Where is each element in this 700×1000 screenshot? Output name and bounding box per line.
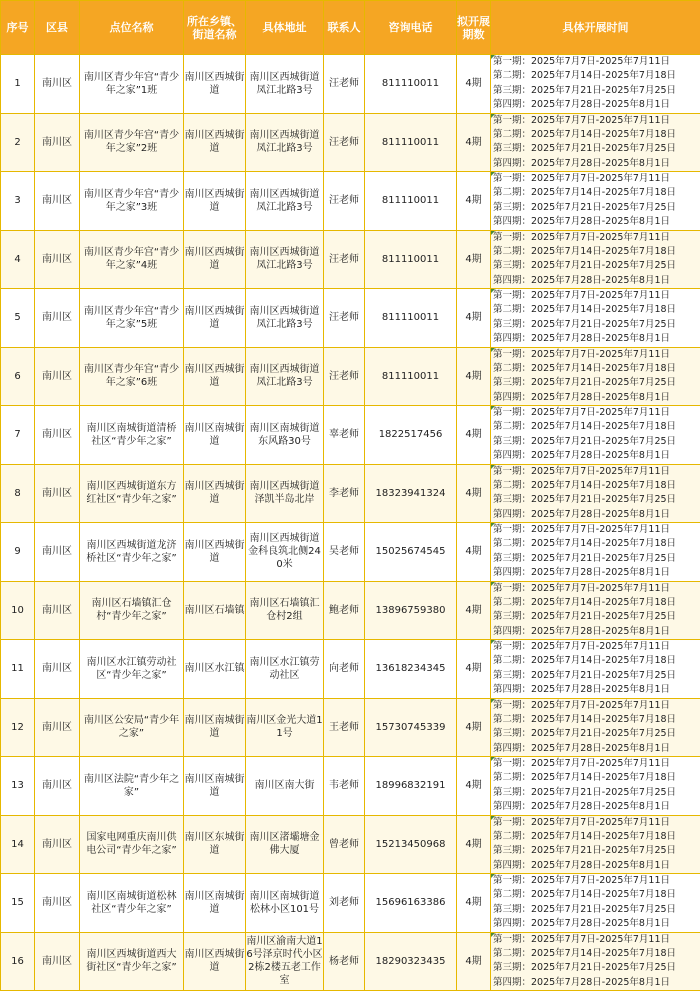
cell-comment-marker — [491, 933, 495, 937]
cell-county: 南川区 — [35, 464, 80, 523]
cell-comment-marker — [491, 172, 495, 176]
table-row — [1, 932, 700, 991]
schedule-line: 第一期：2025年7月7日-2025年7月11日 — [493, 641, 671, 653]
cell-time — [491, 347, 700, 406]
cell-time — [491, 230, 700, 289]
schedule-line: 第四期：2025年7月28日-2025年8月1日 — [493, 859, 671, 871]
header-address: 具体地址 — [246, 1, 324, 55]
cell-phone: 18996832191 — [365, 757, 457, 816]
schedule-line: 第一期：2025年7月7日-2025年7月11日 — [493, 56, 671, 68]
cell-address: 南川区西城街道凤江北路3号 — [246, 113, 324, 172]
schedule-line: 第二期：2025年7月14日-2025年7月18日 — [493, 362, 677, 374]
schedule-line: 第四期：2025年7月28日-2025年8月1日 — [493, 391, 671, 403]
cell-time — [491, 698, 700, 757]
cell-comment-marker — [491, 465, 495, 469]
cell-comment-marker — [491, 406, 495, 410]
schedule-line: 第三期：2025年7月21日-2025年7月25日 — [493, 903, 677, 915]
header-seq: 序号 — [1, 1, 35, 55]
cell-site-name: 南川区青少年宫“青少年之家”3班 — [80, 172, 184, 231]
cell-site-name: 南川区西城街道西大街社区“青少年之家” — [80, 932, 184, 991]
cell-seq: 14 — [1, 815, 35, 874]
cell-address: 南川区南城街道松林小区101号 — [246, 874, 324, 933]
cell-county: 南川区 — [35, 581, 80, 640]
schedule-line: 第四期：2025年7月28日-2025年8月1日 — [493, 450, 671, 462]
schedule-line: 第四期：2025年7月28日-2025年8月1日 — [493, 216, 671, 228]
cell-comment-marker — [491, 348, 495, 352]
schedule-line: 第四期：2025年7月28日-2025年8月1日 — [493, 976, 671, 988]
schedule-line: 第三期：2025年7月21日-2025年7月25日 — [493, 260, 677, 272]
cell-county: 南川区 — [35, 523, 80, 582]
cell-periods: 4期 — [457, 932, 491, 991]
cell-phone: 13896759380 — [365, 581, 457, 640]
schedule-line: 第一期：2025年7月7日-2025年7月11日 — [493, 114, 671, 126]
schedule-line: 第二期：2025年7月14日-2025年7月18日 — [493, 304, 677, 316]
schedule-line: 第三期：2025年7月21日-2025年7月25日 — [493, 786, 677, 798]
header-county: 区县 — [35, 1, 80, 55]
cell-site-name: 南川区青少年宫“青少年之家”2班 — [80, 113, 184, 172]
schedule-line: 第一期：2025年7月7日-2025年7月11日 — [493, 699, 671, 711]
cell-comment-marker — [491, 699, 495, 703]
schedule-line: 第二期：2025年7月14日-2025年7月18日 — [493, 596, 677, 608]
table-row — [1, 757, 700, 816]
schedule-line: 第四期：2025年7月28日-2025年8月1日 — [493, 801, 671, 813]
cell-contact: 汪老师 — [324, 113, 365, 172]
cell-phone: 18323941324 — [365, 464, 457, 523]
cell-time — [491, 874, 700, 933]
header-phone: 咨询电话 — [365, 1, 457, 55]
cell-town: 南川区西城街道 — [184, 464, 246, 523]
cell-periods: 4期 — [457, 289, 491, 348]
cell-seq: 8 — [1, 464, 35, 523]
cell-comment-marker — [491, 231, 495, 235]
schedule-line: 第一期：2025年7月7日-2025年7月11日 — [493, 875, 671, 887]
cell-periods: 4期 — [457, 874, 491, 933]
schedule-line: 第四期：2025年7月28日-2025年8月1日 — [493, 99, 671, 111]
schedule-line: 第四期：2025年7月28日-2025年8月1日 — [493, 567, 671, 579]
cell-seq: 16 — [1, 932, 35, 991]
schedule-line: 第三期：2025年7月21日-2025年7月25日 — [493, 552, 677, 564]
cell-site-name: 南川区南城街道清桥社区“青少年之家” — [80, 406, 184, 465]
cell-phone: 811110011 — [365, 230, 457, 289]
cell-contact: 王老师 — [324, 698, 365, 757]
cell-county: 南川区 — [35, 55, 80, 114]
cell-address: 南川区西城街道泽凯半岛北岸 — [246, 464, 324, 523]
cell-contact: 汪老师 — [324, 230, 365, 289]
cell-time — [491, 289, 700, 348]
cell-periods: 4期 — [457, 757, 491, 816]
cell-phone: 18290323435 — [365, 932, 457, 991]
table-row — [1, 581, 700, 640]
schedule-line: 第三期：2025年7月21日-2025年7月25日 — [493, 669, 677, 681]
cell-town: 南川区南城街道 — [184, 757, 246, 816]
cell-time — [491, 172, 700, 231]
cell-seq: 9 — [1, 523, 35, 582]
cell-site-name: 国家电网重庆南川供电公司“青少年之家” — [80, 815, 184, 874]
cell-county: 南川区 — [35, 757, 80, 816]
schedule-line: 第二期：2025年7月14日-2025年7月18日 — [493, 538, 677, 550]
cell-site-name: 南川区法院“青少年之家” — [80, 757, 184, 816]
cell-site-name: 南川区青少年宫“青少年之家”6班 — [80, 347, 184, 406]
cell-seq: 13 — [1, 757, 35, 816]
cell-town: 南川区水江镇 — [184, 640, 246, 699]
cell-seq: 2 — [1, 113, 35, 172]
schedule-line: 第二期：2025年7月14日-2025年7月18日 — [493, 889, 677, 901]
cell-town: 南川区南城街道 — [184, 406, 246, 465]
cell-site-name: 南川区青少年宫“青少年之家”4班 — [80, 230, 184, 289]
cell-seq: 10 — [1, 581, 35, 640]
cell-county: 南川区 — [35, 347, 80, 406]
cell-comment-marker — [491, 757, 495, 761]
cell-site-name: 南川区西城街道东方红社区“青少年之家” — [80, 464, 184, 523]
table-row — [1, 406, 700, 465]
table-row — [1, 172, 700, 231]
cell-time — [491, 932, 700, 991]
cell-seq: 7 — [1, 406, 35, 465]
cell-town: 南川区西城街道 — [184, 289, 246, 348]
cell-town: 南川区石墙镇 — [184, 581, 246, 640]
schedule-line: 第二期：2025年7月14日-2025年7月18日 — [493, 187, 677, 199]
cell-periods: 4期 — [457, 523, 491, 582]
cell-address: 南川区西城街道凤江北路3号 — [246, 230, 324, 289]
cell-phone: 811110011 — [365, 55, 457, 114]
cell-seq: 12 — [1, 698, 35, 757]
cell-contact: 李老师 — [324, 464, 365, 523]
cell-time — [491, 757, 700, 816]
cell-phone: 811110011 — [365, 172, 457, 231]
cell-phone: 1822517456 — [365, 406, 457, 465]
cell-address: 南川区石墙镇汇仓村2组 — [246, 581, 324, 640]
cell-contact: 汪老师 — [324, 289, 365, 348]
cell-comment-marker — [491, 640, 495, 644]
cell-town: 南川区西城街道 — [184, 347, 246, 406]
schedule-line: 第三期：2025年7月21日-2025年7月25日 — [493, 494, 677, 506]
table-row — [1, 230, 700, 289]
schedule-line: 第四期：2025年7月28日-2025年8月1日 — [493, 684, 671, 696]
cell-address: 南川区西城街道凤江北路3号 — [246, 289, 324, 348]
cell-contact: 向老师 — [324, 640, 365, 699]
schedule-line: 第一期：2025年7月7日-2025年7月11日 — [493, 407, 671, 419]
table-row — [1, 289, 700, 348]
cell-seq: 4 — [1, 230, 35, 289]
cell-contact: 汪老师 — [324, 55, 365, 114]
cell-phone: 15025674545 — [365, 523, 457, 582]
cell-contact: 鲍老师 — [324, 581, 365, 640]
cell-contact: 刘老师 — [324, 874, 365, 933]
cell-county: 南川区 — [35, 289, 80, 348]
schedule-line: 第一期：2025年7月7日-2025年7月11日 — [493, 173, 671, 185]
cell-seq: 3 — [1, 172, 35, 231]
table-row — [1, 874, 700, 933]
cell-county: 南川区 — [35, 874, 80, 933]
schedule-line: 第三期：2025年7月21日-2025年7月25日 — [493, 435, 677, 447]
schedule-line: 第二期：2025年7月14日-2025年7月18日 — [493, 947, 677, 959]
cell-time — [491, 406, 700, 465]
cell-contact: 曾老师 — [324, 815, 365, 874]
cell-seq: 1 — [1, 55, 35, 114]
schedule-line: 第一期：2025年7月7日-2025年7月11日 — [493, 348, 671, 360]
schedule-line: 第二期：2025年7月14日-2025年7月18日 — [493, 245, 677, 257]
cell-comment-marker — [491, 582, 495, 586]
schedule-line: 第三期：2025年7月21日-2025年7月25日 — [493, 962, 677, 974]
schedule-line: 第三期：2025年7月21日-2025年7月25日 — [493, 728, 677, 740]
cell-phone: 15213450968 — [365, 815, 457, 874]
cell-contact: 汪老师 — [324, 347, 365, 406]
cell-address: 南川区渝南大道16号泽京时代小区2栋2楼五老工作室 — [246, 932, 324, 991]
cell-time — [491, 523, 700, 582]
cell-county: 南川区 — [35, 815, 80, 874]
cell-phone: 811110011 — [365, 289, 457, 348]
cell-county: 南川区 — [35, 698, 80, 757]
cell-contact: 汪老师 — [324, 172, 365, 231]
cell-town: 南川区西城街道 — [184, 230, 246, 289]
cell-address: 南川区渚壩塘金佛大厦 — [246, 815, 324, 874]
cell-comment-marker — [491, 523, 495, 527]
cell-contact: 杨老师 — [324, 932, 365, 991]
cell-site-name: 南川区水江镇劳动社区“青少年之家” — [80, 640, 184, 699]
schedule-line: 第二期：2025年7月14日-2025年7月18日 — [493, 772, 677, 784]
cell-address: 南川区西城街道金科良筑北侧240米 — [246, 523, 324, 582]
cell-town: 南川区西城街道 — [184, 523, 246, 582]
schedule-line: 第一期：2025年7月7日-2025年7月11日 — [493, 816, 671, 828]
schedule-line: 第三期：2025年7月21日-2025年7月25日 — [493, 201, 677, 213]
cell-town: 南川区西城街道 — [184, 932, 246, 991]
schedule-line: 第四期：2025年7月28日-2025年8月1日 — [493, 274, 671, 286]
cell-periods: 4期 — [457, 113, 491, 172]
header-site-name: 点位名称 — [80, 1, 184, 55]
schedule-line: 第一期：2025年7月7日-2025年7月11日 — [493, 524, 671, 536]
cell-seq: 11 — [1, 640, 35, 699]
schedule-line: 第二期：2025年7月14日-2025年7月18日 — [493, 713, 677, 725]
schedule-line: 第一期：2025年7月7日-2025年7月11日 — [493, 582, 671, 594]
schedule-line: 第三期：2025年7月21日-2025年7月25日 — [493, 845, 677, 857]
cell-periods: 4期 — [457, 347, 491, 406]
cell-seq: 5 — [1, 289, 35, 348]
cell-site-name: 南川区石墙镇汇仓村“青少年之家” — [80, 581, 184, 640]
schedule-line: 第二期：2025年7月14日-2025年7月18日 — [493, 70, 677, 82]
schedule-line: 第一期：2025年7月7日-2025年7月11日 — [493, 933, 671, 945]
cell-address: 南川区西城街道凤江北路3号 — [246, 55, 324, 114]
table-row — [1, 347, 700, 406]
cell-periods: 4期 — [457, 464, 491, 523]
cell-town: 南川区西城街道 — [184, 55, 246, 114]
cell-site-name: 南川区南城街道松林社区“青少年之家” — [80, 874, 184, 933]
cell-county: 南川区 — [35, 113, 80, 172]
cell-address: 南川区南城街道东风路30号 — [246, 406, 324, 465]
schedule-line: 第四期：2025年7月28日-2025年8月1日 — [493, 508, 671, 520]
cell-contact: 韦老师 — [324, 757, 365, 816]
schedule-line: 第四期：2025年7月28日-2025年8月1日 — [493, 918, 671, 930]
cell-site-name: 南川区青少年宫“青少年之家”5班 — [80, 289, 184, 348]
table-row — [1, 55, 700, 114]
cell-time — [491, 815, 700, 874]
schedule-line: 第四期：2025年7月28日-2025年8月1日 — [493, 157, 671, 169]
cell-contact: 吴老师 — [324, 523, 365, 582]
cell-address: 南川区南大街 — [246, 757, 324, 816]
cell-periods: 4期 — [457, 815, 491, 874]
cell-time — [491, 640, 700, 699]
cell-periods: 4期 — [457, 55, 491, 114]
cell-town: 南川区南城街道 — [184, 698, 246, 757]
cell-county: 南川区 — [35, 932, 80, 991]
schedule-line: 第三期：2025年7月21日-2025年7月25日 — [493, 84, 677, 96]
cell-town: 南川区西城街道 — [184, 172, 246, 231]
cell-phone: 811110011 — [365, 347, 457, 406]
header-town: 所在乡镇、街道名称 — [184, 1, 246, 55]
cell-county: 南川区 — [35, 230, 80, 289]
cell-comment-marker — [491, 114, 495, 118]
cell-address: 南川区西城街道凤江北路3号 — [246, 172, 324, 231]
schedule-line: 第一期：2025年7月7日-2025年7月11日 — [493, 465, 671, 477]
cell-time — [491, 55, 700, 114]
cell-periods: 4期 — [457, 698, 491, 757]
schedule-line: 第二期：2025年7月14日-2025年7月18日 — [493, 479, 677, 491]
schedule-line: 第二期：2025年7月14日-2025年7月18日 — [493, 421, 677, 433]
cell-periods: 4期 — [457, 406, 491, 465]
cell-time — [491, 581, 700, 640]
header-time: 具体开展时间 — [491, 1, 700, 55]
cell-town: 南川区西城街道 — [184, 113, 246, 172]
table-row — [1, 523, 700, 582]
cell-phone: 15730745339 — [365, 698, 457, 757]
cell-seq: 15 — [1, 874, 35, 933]
cell-site-name: 南川区青少年宫“青少年之家”1班 — [80, 55, 184, 114]
cell-comment-marker — [491, 874, 495, 878]
cell-phone: 811110011 — [365, 113, 457, 172]
cell-seq: 6 — [1, 347, 35, 406]
cell-town: 南川区东城街道 — [184, 815, 246, 874]
table-row — [1, 815, 700, 874]
schedule-line: 第三期：2025年7月21日-2025年7月25日 — [493, 143, 677, 155]
cell-time — [491, 464, 700, 523]
schedule-line: 第三期：2025年7月21日-2025年7月25日 — [493, 318, 677, 330]
table-row — [1, 113, 700, 172]
header-periods: 拟开展期数 — [457, 1, 491, 55]
cell-phone: 13618234345 — [365, 640, 457, 699]
cell-county: 南川区 — [35, 406, 80, 465]
cell-comment-marker — [491, 816, 495, 820]
schedule-line: 第三期：2025年7月21日-2025年7月25日 — [493, 377, 677, 389]
cell-site-name: 南川区公安局“青少年之家” — [80, 698, 184, 757]
schedule-line: 第三期：2025年7月21日-2025年7月25日 — [493, 611, 677, 623]
cell-periods: 4期 — [457, 581, 491, 640]
cell-address: 南川区西城街道凤江北路3号 — [246, 347, 324, 406]
schedule-line: 第四期：2025年7月28日-2025年8月1日 — [493, 742, 671, 754]
schedule-line: 第一期：2025年7月7日-2025年7月11日 — [493, 290, 671, 302]
table-row — [1, 698, 700, 757]
cell-periods: 4期 — [457, 230, 491, 289]
schedule-line: 第一期：2025年7月7日-2025年7月11日 — [493, 231, 671, 243]
schedule-line: 第四期：2025年7月28日-2025年8月1日 — [493, 333, 671, 345]
cell-comment-marker — [491, 289, 495, 293]
header-row — [1, 1, 700, 55]
cell-phone: 15696163386 — [365, 874, 457, 933]
cell-address: 南川区水江镇劳动社区 — [246, 640, 324, 699]
schedule-line: 第二期：2025年7月14日-2025年7月18日 — [493, 128, 677, 140]
cell-periods: 4期 — [457, 640, 491, 699]
schedule-line: 第四期：2025年7月28日-2025年8月1日 — [493, 625, 671, 637]
cell-contact: 辜老师 — [324, 406, 365, 465]
cell-address: 南川区金光大道11号 — [246, 698, 324, 757]
table-row — [1, 640, 700, 699]
table-body — [1, 55, 700, 991]
cell-time — [491, 113, 700, 172]
cell-comment-marker — [491, 55, 495, 59]
cell-site-name: 南川区西城街道龙济桥社区“青少年之家” — [80, 523, 184, 582]
schedule-line: 第一期：2025年7月7日-2025年7月11日 — [493, 758, 671, 770]
cell-periods: 4期 — [457, 172, 491, 231]
header-contact: 联系人 — [324, 1, 365, 55]
cell-county: 南川区 — [35, 640, 80, 699]
cell-town: 南川区南城街道 — [184, 874, 246, 933]
schedule-line: 第二期：2025年7月14日-2025年7月18日 — [493, 830, 677, 842]
table-row — [1, 464, 700, 523]
schedule-line: 第二期：2025年7月14日-2025年7月18日 — [493, 655, 677, 667]
cell-county: 南川区 — [35, 172, 80, 231]
